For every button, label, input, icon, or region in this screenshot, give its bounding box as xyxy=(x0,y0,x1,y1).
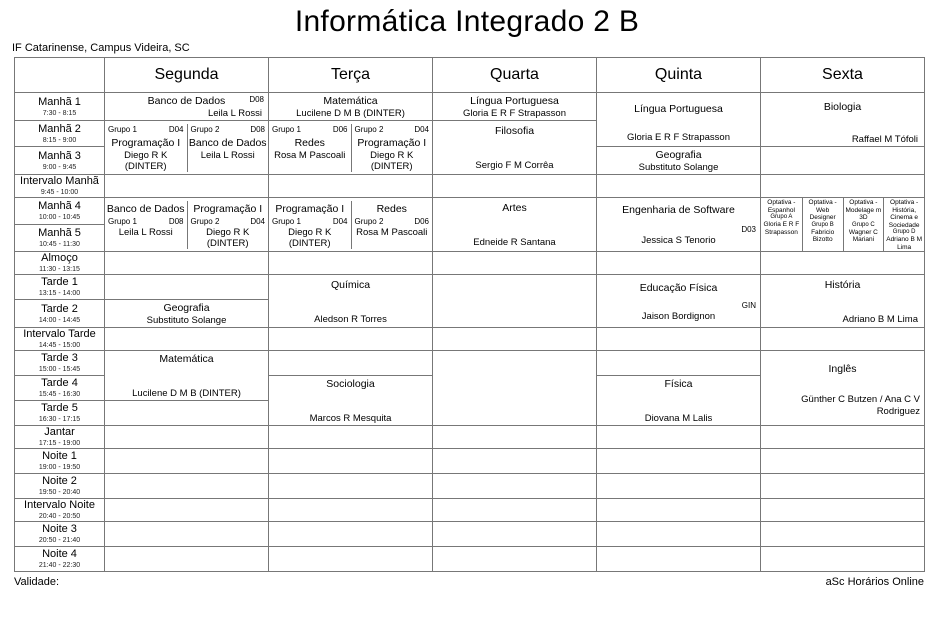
lesson-subject: História xyxy=(824,278,861,291)
day-header-segunda: Segunda xyxy=(105,58,269,93)
lesson-subject: Sociologia xyxy=(326,378,375,390)
lesson-group-2[interactable] xyxy=(187,124,269,172)
lesson-teacher: Gloria E R F Strapasson xyxy=(627,132,730,143)
lesson-teacher: Rosa M Pascoali xyxy=(356,226,428,238)
lesson-sexta-noite1-empty[interactable] xyxy=(761,449,925,474)
lesson-teacher: Substituto Solange xyxy=(638,162,719,173)
institution-subtitle: IF Catarinense, Campus Videira, SC xyxy=(12,42,190,54)
interval-cell-quarta xyxy=(433,499,597,522)
table-row xyxy=(15,474,925,499)
lesson-segunda-tarde1-empty[interactable] xyxy=(105,275,269,300)
interval-cell-quinta xyxy=(597,252,761,275)
table-row xyxy=(15,275,925,300)
optative-c[interactable] xyxy=(843,198,884,251)
table-header-row xyxy=(15,58,925,93)
lesson-sexta-tarde12[interactable] xyxy=(761,275,925,328)
lesson-teacher: Jaison Bordignon xyxy=(641,310,716,322)
period-noite-2: Noite 2 19:50 - 20:40 xyxy=(15,474,105,499)
lesson-quinta-noite2-empty[interactable] xyxy=(597,474,761,499)
interval-cell-terca xyxy=(269,252,433,275)
interval-cell-quinta xyxy=(597,499,761,522)
lesson-teacher: Aledson R Torres xyxy=(314,313,387,325)
lesson-subject: Banco de Dados xyxy=(147,95,226,107)
interval-cell-terca xyxy=(269,426,433,449)
group-label: Grupo 2 xyxy=(190,124,220,134)
lesson-subject: Optativa - Web Designer xyxy=(808,199,837,221)
group-label: Grupo 2 xyxy=(354,124,384,134)
day-header-sexta: Sexta xyxy=(761,58,925,93)
lesson-room: D04 xyxy=(414,124,429,134)
interval-cell-terca xyxy=(269,328,433,351)
lesson-subject: Programação I xyxy=(275,202,345,215)
group-label: Grupo D xyxy=(892,229,916,235)
lesson-group-2[interactable] xyxy=(351,201,433,249)
lesson-room: D08 xyxy=(250,124,265,134)
interval-cell-terca xyxy=(269,499,433,522)
interval-cell-quinta xyxy=(597,328,761,351)
lesson-group-1[interactable] xyxy=(269,201,351,249)
lesson-quarta-tarde345-empty[interactable] xyxy=(433,351,597,426)
interval-cell-sexta xyxy=(761,426,925,449)
optative-d[interactable] xyxy=(883,198,924,251)
group-label: Grupo B xyxy=(811,221,834,228)
interval-cell-sexta xyxy=(761,175,925,198)
lesson-sexta-manha45-optativas[interactable] xyxy=(761,198,925,252)
optative-b[interactable] xyxy=(802,198,843,251)
day-header-quinta: Quinta xyxy=(597,58,761,93)
period-almoco: Almoço 11:30 - 13:15 xyxy=(15,252,105,275)
lesson-room: D06 xyxy=(414,216,429,226)
lesson-segunda-manha23[interactable] xyxy=(105,121,269,175)
lesson-quinta-noite3-empty[interactable] xyxy=(597,522,761,547)
group-label: Grupo 1 xyxy=(272,216,301,226)
lesson-subject: Optativa - Modelage m 3D xyxy=(845,199,882,221)
table-row xyxy=(15,198,925,225)
period-tarde-5: Tarde 5 16:30 - 17:15 xyxy=(15,401,105,426)
lesson-subject: Educação Física xyxy=(639,281,718,294)
lesson-terca-tarde45[interactable] xyxy=(269,376,433,426)
lesson-teacher: Diego R K (DINTER) xyxy=(124,149,168,172)
lesson-group-1[interactable] xyxy=(105,201,187,249)
period-manha-4: Manhã 4 10:00 - 10:45 xyxy=(15,198,105,225)
lesson-subject: Geografia xyxy=(163,302,210,314)
lesson-subject: Química xyxy=(330,278,371,291)
table-row-interval xyxy=(15,499,925,522)
lesson-subject: Biologia xyxy=(823,101,862,113)
table-row xyxy=(15,93,925,121)
lesson-subject: Engenharia de Software xyxy=(622,204,735,216)
timetable xyxy=(14,57,925,572)
lesson-quarta-noite3-empty[interactable] xyxy=(433,522,597,547)
interval-cell-sexta xyxy=(761,499,925,522)
lesson-teacher: Jessica S Tenorio xyxy=(641,235,716,246)
lesson-segunda-noite3-empty[interactable] xyxy=(105,522,269,547)
lesson-terca-tarde3-empty[interactable] xyxy=(269,351,433,376)
lesson-subject: Matemática xyxy=(323,95,378,107)
page-title: Informática Integrado 2 B xyxy=(294,5,640,38)
group-label: Grupo 1 xyxy=(108,124,137,134)
lesson-subject: Língua Portuguesa xyxy=(470,95,559,107)
lesson-subject: Física xyxy=(664,378,693,390)
interval-cell-segunda xyxy=(105,426,269,449)
lesson-sexta-noite4-empty[interactable] xyxy=(761,547,925,572)
lesson-segunda-manha1[interactable] xyxy=(105,93,269,121)
period-manha-5: Manhã 5 10:45 - 11:30 xyxy=(15,225,105,252)
lesson-terca-manha1[interactable] xyxy=(269,93,433,121)
lesson-teacher: Gloria E R F Strapasson xyxy=(763,221,800,236)
brand-label: aSc Horários Online xyxy=(825,576,924,588)
period-tarde-1: Tarde 1 13:15 - 14:00 xyxy=(15,275,105,300)
lesson-terca-manha45[interactable] xyxy=(269,198,433,252)
lesson-teacher: Rosa M Pascoali xyxy=(274,149,346,161)
lesson-group-2[interactable] xyxy=(351,124,433,172)
lesson-quarta-tarde12-empty[interactable] xyxy=(433,275,597,328)
period-manha-3: Manhã 3 9:00 - 9:45 xyxy=(15,147,105,175)
lesson-teacher: Lucilene D M B (DINTER) xyxy=(296,108,405,119)
interval-cell-quinta xyxy=(597,175,761,198)
table-row-interval xyxy=(15,426,925,449)
lesson-quinta-manha1[interactable] xyxy=(597,93,761,147)
timetable-page xyxy=(0,4,934,630)
lesson-teacher: Diovana M Lalis xyxy=(644,413,713,424)
lesson-subject: Inglês xyxy=(828,362,857,375)
period-tarde-3: Tarde 3 15:00 - 15:45 xyxy=(15,351,105,376)
lesson-quinta-manha23[interactable] xyxy=(597,147,761,175)
group-label: Grupo 2 xyxy=(190,216,220,226)
group-label: Grupo C xyxy=(852,221,875,228)
lesson-subject: Banco de Dados xyxy=(188,136,267,149)
lesson-segunda-noite4-empty[interactable] xyxy=(105,547,269,572)
lesson-teacher: Leila L Rossi xyxy=(207,108,262,119)
day-header-quarta: Quarta xyxy=(433,58,597,93)
lesson-terca-noite1-empty[interactable] xyxy=(269,449,433,474)
lesson-quarta-noite2-empty[interactable] xyxy=(433,474,597,499)
lesson-quinta-noite4-empty[interactable] xyxy=(597,547,761,572)
lesson-teacher: Diego R K (DINTER) xyxy=(370,149,414,172)
interval-cell-segunda xyxy=(105,252,269,275)
lesson-room: D03 xyxy=(741,225,756,234)
lesson-segunda-tarde34[interactable] xyxy=(105,351,269,401)
lesson-teacher: Edneide R Santana xyxy=(473,237,556,248)
lesson-room: D06 xyxy=(332,124,348,134)
lesson-subject: Optativa - Espanhol xyxy=(767,199,796,214)
lesson-teacher: Diego R K (DINTER) xyxy=(206,226,250,249)
lesson-subject: Redes xyxy=(376,202,407,215)
day-header-terca: Terça xyxy=(269,58,433,93)
lesson-subject: Matemática xyxy=(159,353,214,365)
lesson-teacher: Diego R K (DINTER) xyxy=(288,226,332,249)
lesson-teacher: Adriano B M Lima xyxy=(842,313,918,325)
lesson-quinta-tarde3-empty[interactable] xyxy=(597,351,761,376)
lesson-subject: Banco de Dados xyxy=(106,202,185,215)
lesson-quarta-manha45[interactable] xyxy=(433,198,597,252)
lesson-sexta-noite2-empty[interactable] xyxy=(761,474,925,499)
lesson-teacher: Marcos R Mesquita xyxy=(309,413,392,424)
table-row-interval xyxy=(15,175,925,198)
corner-cell xyxy=(15,58,105,93)
group-label: Grupo 1 xyxy=(108,216,137,226)
interval-cell-sexta xyxy=(761,328,925,351)
lesson-teacher: Sergio F M Corrêa xyxy=(475,160,554,171)
table-row xyxy=(15,449,925,474)
lesson-subject: Programação I xyxy=(193,202,263,215)
lesson-teacher: Substituto Solange xyxy=(146,315,227,326)
lesson-quarta-manha1[interactable] xyxy=(433,93,597,121)
lesson-quinta-tarde12[interactable] xyxy=(597,275,761,328)
period-jantar: Jantar 17:15 - 19:00 xyxy=(15,426,105,449)
lesson-terca-noite3-empty[interactable] xyxy=(269,522,433,547)
period-noite-3: Noite 3 20:50 - 21:40 xyxy=(15,522,105,547)
lesson-terca-tarde12[interactable] xyxy=(269,275,433,328)
lesson-segunda-manha45[interactable] xyxy=(105,198,269,252)
lesson-segunda-tarde2[interactable] xyxy=(105,300,269,328)
lesson-room: D08 xyxy=(249,95,264,104)
lesson-teacher: Wagner C Mariani xyxy=(848,228,878,243)
period-noite-4: Noite 4 21:40 - 22:30 xyxy=(15,547,105,572)
interval-cell-quarta xyxy=(433,328,597,351)
period-manha-1: Manhã 1 7:30 - 8:15 xyxy=(15,93,105,121)
table-row-interval xyxy=(15,252,925,275)
lesson-room: D04 xyxy=(332,216,348,226)
interval-cell-quarta xyxy=(433,252,597,275)
interval-cell-terca xyxy=(269,175,433,198)
lesson-group-1[interactable] xyxy=(105,124,187,172)
group-label: Grupo 2 xyxy=(354,216,384,226)
lesson-subject: Artes xyxy=(502,202,527,214)
footer xyxy=(14,576,924,588)
lesson-sexta-noite3-empty[interactable] xyxy=(761,522,925,547)
lesson-teacher: Adriano B M Lima xyxy=(886,236,923,251)
period-intervalo-tarde: Intervalo Tarde 14:45 - 15:00 xyxy=(15,328,105,351)
lesson-quarta-noite1-empty[interactable] xyxy=(433,449,597,474)
table-row-interval xyxy=(15,328,925,351)
lesson-quinta-tarde45[interactable] xyxy=(597,376,761,426)
lesson-subject: Língua Portuguesa xyxy=(634,103,723,115)
period-intervalo-manha: Intervalo Manhã 9:45 - 10:00 xyxy=(15,175,105,198)
interval-cell-segunda xyxy=(105,175,269,198)
lesson-teacher: Leila L Rossi xyxy=(200,149,255,161)
lesson-subject: Geografia xyxy=(655,149,702,161)
period-tarde-2: Tarde 2 14:00 - 14:45 xyxy=(15,300,105,328)
lesson-teacher: Raffael M Tófoli xyxy=(851,134,918,145)
lesson-group-1[interactable] xyxy=(269,124,351,172)
table-row xyxy=(15,547,925,572)
lesson-segunda-tarde5-empty[interactable] xyxy=(105,401,269,426)
interval-cell-segunda xyxy=(105,499,269,522)
lesson-terca-noite4-empty[interactable] xyxy=(269,547,433,572)
interval-cell-quinta xyxy=(597,426,761,449)
lesson-teacher: Fabricio Bizotto xyxy=(811,228,835,243)
lesson-room: D04 xyxy=(168,124,184,134)
table-row xyxy=(15,351,925,376)
lesson-sexta-manha1[interactable] xyxy=(761,93,925,147)
lesson-subject: Programação I xyxy=(357,136,427,149)
lesson-terca-noite2-empty[interactable] xyxy=(269,474,433,499)
lesson-segunda-noite1-empty[interactable] xyxy=(105,449,269,474)
validity-label: Validade: xyxy=(14,576,60,588)
lesson-quarta-manha23[interactable] xyxy=(433,121,597,175)
period-manha-2: Manhã 2 8:15 - 9:00 xyxy=(15,121,105,147)
lesson-teacher: Lucilene D M B (DINTER) xyxy=(132,388,241,399)
lesson-subject: Optativa - História, Cinema e Sociedade xyxy=(888,199,920,229)
lesson-room: GIN xyxy=(741,300,756,310)
optative-a[interactable] xyxy=(761,198,802,251)
lesson-quinta-noite1-empty[interactable] xyxy=(597,449,761,474)
interval-cell-quarta xyxy=(433,426,597,449)
lesson-teacher: Gloria E R F Strapasson xyxy=(463,108,566,119)
interval-cell-sexta xyxy=(761,252,925,275)
lesson-teacher: Leila L Rossi xyxy=(118,226,173,238)
lesson-sexta-tarde345[interactable] xyxy=(761,351,925,426)
period-intervalo-noite: Intervalo Noite 20:40 - 20:50 xyxy=(15,499,105,522)
lesson-room: D08 xyxy=(168,216,184,226)
lesson-subject: Programação I xyxy=(111,136,181,149)
period-noite-1: Noite 1 19:00 - 19:50 xyxy=(15,449,105,474)
lesson-subject: Filosofia xyxy=(494,125,535,137)
interval-cell-segunda xyxy=(105,328,269,351)
lesson-terca-manha23[interactable] xyxy=(269,121,433,175)
lesson-quinta-manha45[interactable] xyxy=(597,198,761,252)
period-tarde-4: Tarde 4 15:45 - 16:30 xyxy=(15,376,105,401)
lesson-sexta-manha23-empty[interactable] xyxy=(761,147,925,175)
group-label: Grupo A xyxy=(770,214,793,220)
lesson-teacher: Günther C Butzen / Ana C V Rodriguez xyxy=(801,393,920,417)
lesson-quarta-noite4-empty[interactable] xyxy=(433,547,597,572)
table-row xyxy=(15,522,925,547)
group-label: Grupo 1 xyxy=(272,124,301,134)
interval-cell-quarta xyxy=(433,175,597,198)
lesson-subject: Redes xyxy=(294,136,325,149)
lesson-room: D04 xyxy=(250,216,265,226)
lesson-group-2[interactable] xyxy=(187,201,269,249)
lesson-segunda-noite2-empty[interactable] xyxy=(105,474,269,499)
